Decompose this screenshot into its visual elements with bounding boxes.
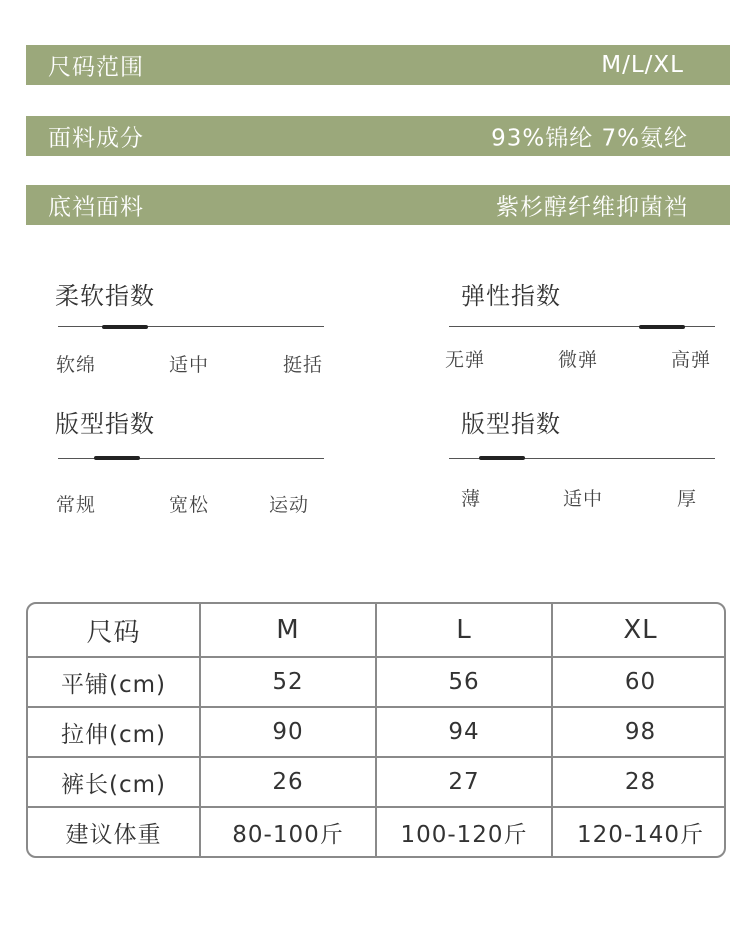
- table-cell: 56: [376, 657, 552, 707]
- table-row: [28, 807, 726, 856]
- thickness-tick-thin: 薄: [461, 488, 482, 510]
- softness-track: [58, 326, 324, 327]
- softness-marker: [102, 325, 148, 329]
- table-row: [28, 657, 726, 707]
- header-cell-size: 尺码: [28, 604, 200, 657]
- crotch-fabric-value: 紫杉醇纤维抑菌裆: [496, 194, 688, 221]
- elasticity-tick-none: 无弹: [445, 349, 486, 371]
- table-cell: 28: [552, 757, 726, 807]
- softness-tick-soft: 软绵: [56, 354, 97, 376]
- thickness-index-title: 版型指数: [461, 410, 561, 438]
- elasticity-tick-slight: 微弹: [558, 349, 599, 371]
- thickness-marker: [479, 456, 525, 460]
- fit-index-title: 版型指数: [55, 410, 155, 438]
- fit-tick-regular: 常规: [56, 494, 97, 516]
- fit-marker: [94, 456, 140, 460]
- fabric-bar: [26, 116, 730, 156]
- header-cell-m: M: [200, 604, 376, 657]
- table-cell: 90: [200, 707, 376, 757]
- size-range-bar: [26, 45, 730, 85]
- fit-tick-sport: 运动: [269, 494, 310, 516]
- table-cell: 27: [376, 757, 552, 807]
- fabric-label: 面料成分: [48, 125, 144, 152]
- row-label: 建议体重: [28, 807, 200, 856]
- thickness-tick-thick: 厚: [677, 488, 698, 510]
- size-table: [26, 602, 726, 858]
- elasticity-marker: [639, 325, 685, 329]
- thickness-tick-medium: 适中: [563, 488, 604, 510]
- softness-tick-medium: 适中: [169, 354, 210, 376]
- row-label: 拉伸(cm): [28, 707, 200, 757]
- crotch-fabric-label: 底裆面料: [48, 194, 144, 221]
- fit-tick-loose: 宽松: [169, 494, 210, 516]
- table-row: [28, 757, 726, 807]
- header-cell-xl: XL: [552, 604, 726, 657]
- table-cell: 120-140斤: [552, 807, 726, 856]
- table-cell: 60: [552, 657, 726, 707]
- crotch-fabric-bar: [26, 185, 730, 225]
- header-cell-l: L: [376, 604, 552, 657]
- size-range-value: M/L/XL: [601, 52, 684, 78]
- table-row: [28, 707, 726, 757]
- fabric-value: 93%锦纶 7%氨纶: [491, 125, 688, 152]
- row-label: 平铺(cm): [28, 657, 200, 707]
- elasticity-index-title: 弹性指数: [461, 282, 561, 310]
- table-cell: 94: [376, 707, 552, 757]
- elasticity-tick-high: 高弹: [671, 349, 712, 371]
- softness-index-title: 柔软指数: [55, 282, 155, 310]
- table-cell: 26: [200, 757, 376, 807]
- softness-tick-firm: 挺括: [283, 354, 324, 376]
- row-label: 裤长(cm): [28, 757, 200, 807]
- table-cell: 80-100斤: [200, 807, 376, 856]
- size-table-header-row: [28, 604, 726, 657]
- size-range-label: 尺码范围: [48, 54, 144, 81]
- table-cell: 100-120斤: [376, 807, 552, 856]
- table-cell: 52: [200, 657, 376, 707]
- table-cell: 98: [552, 707, 726, 757]
